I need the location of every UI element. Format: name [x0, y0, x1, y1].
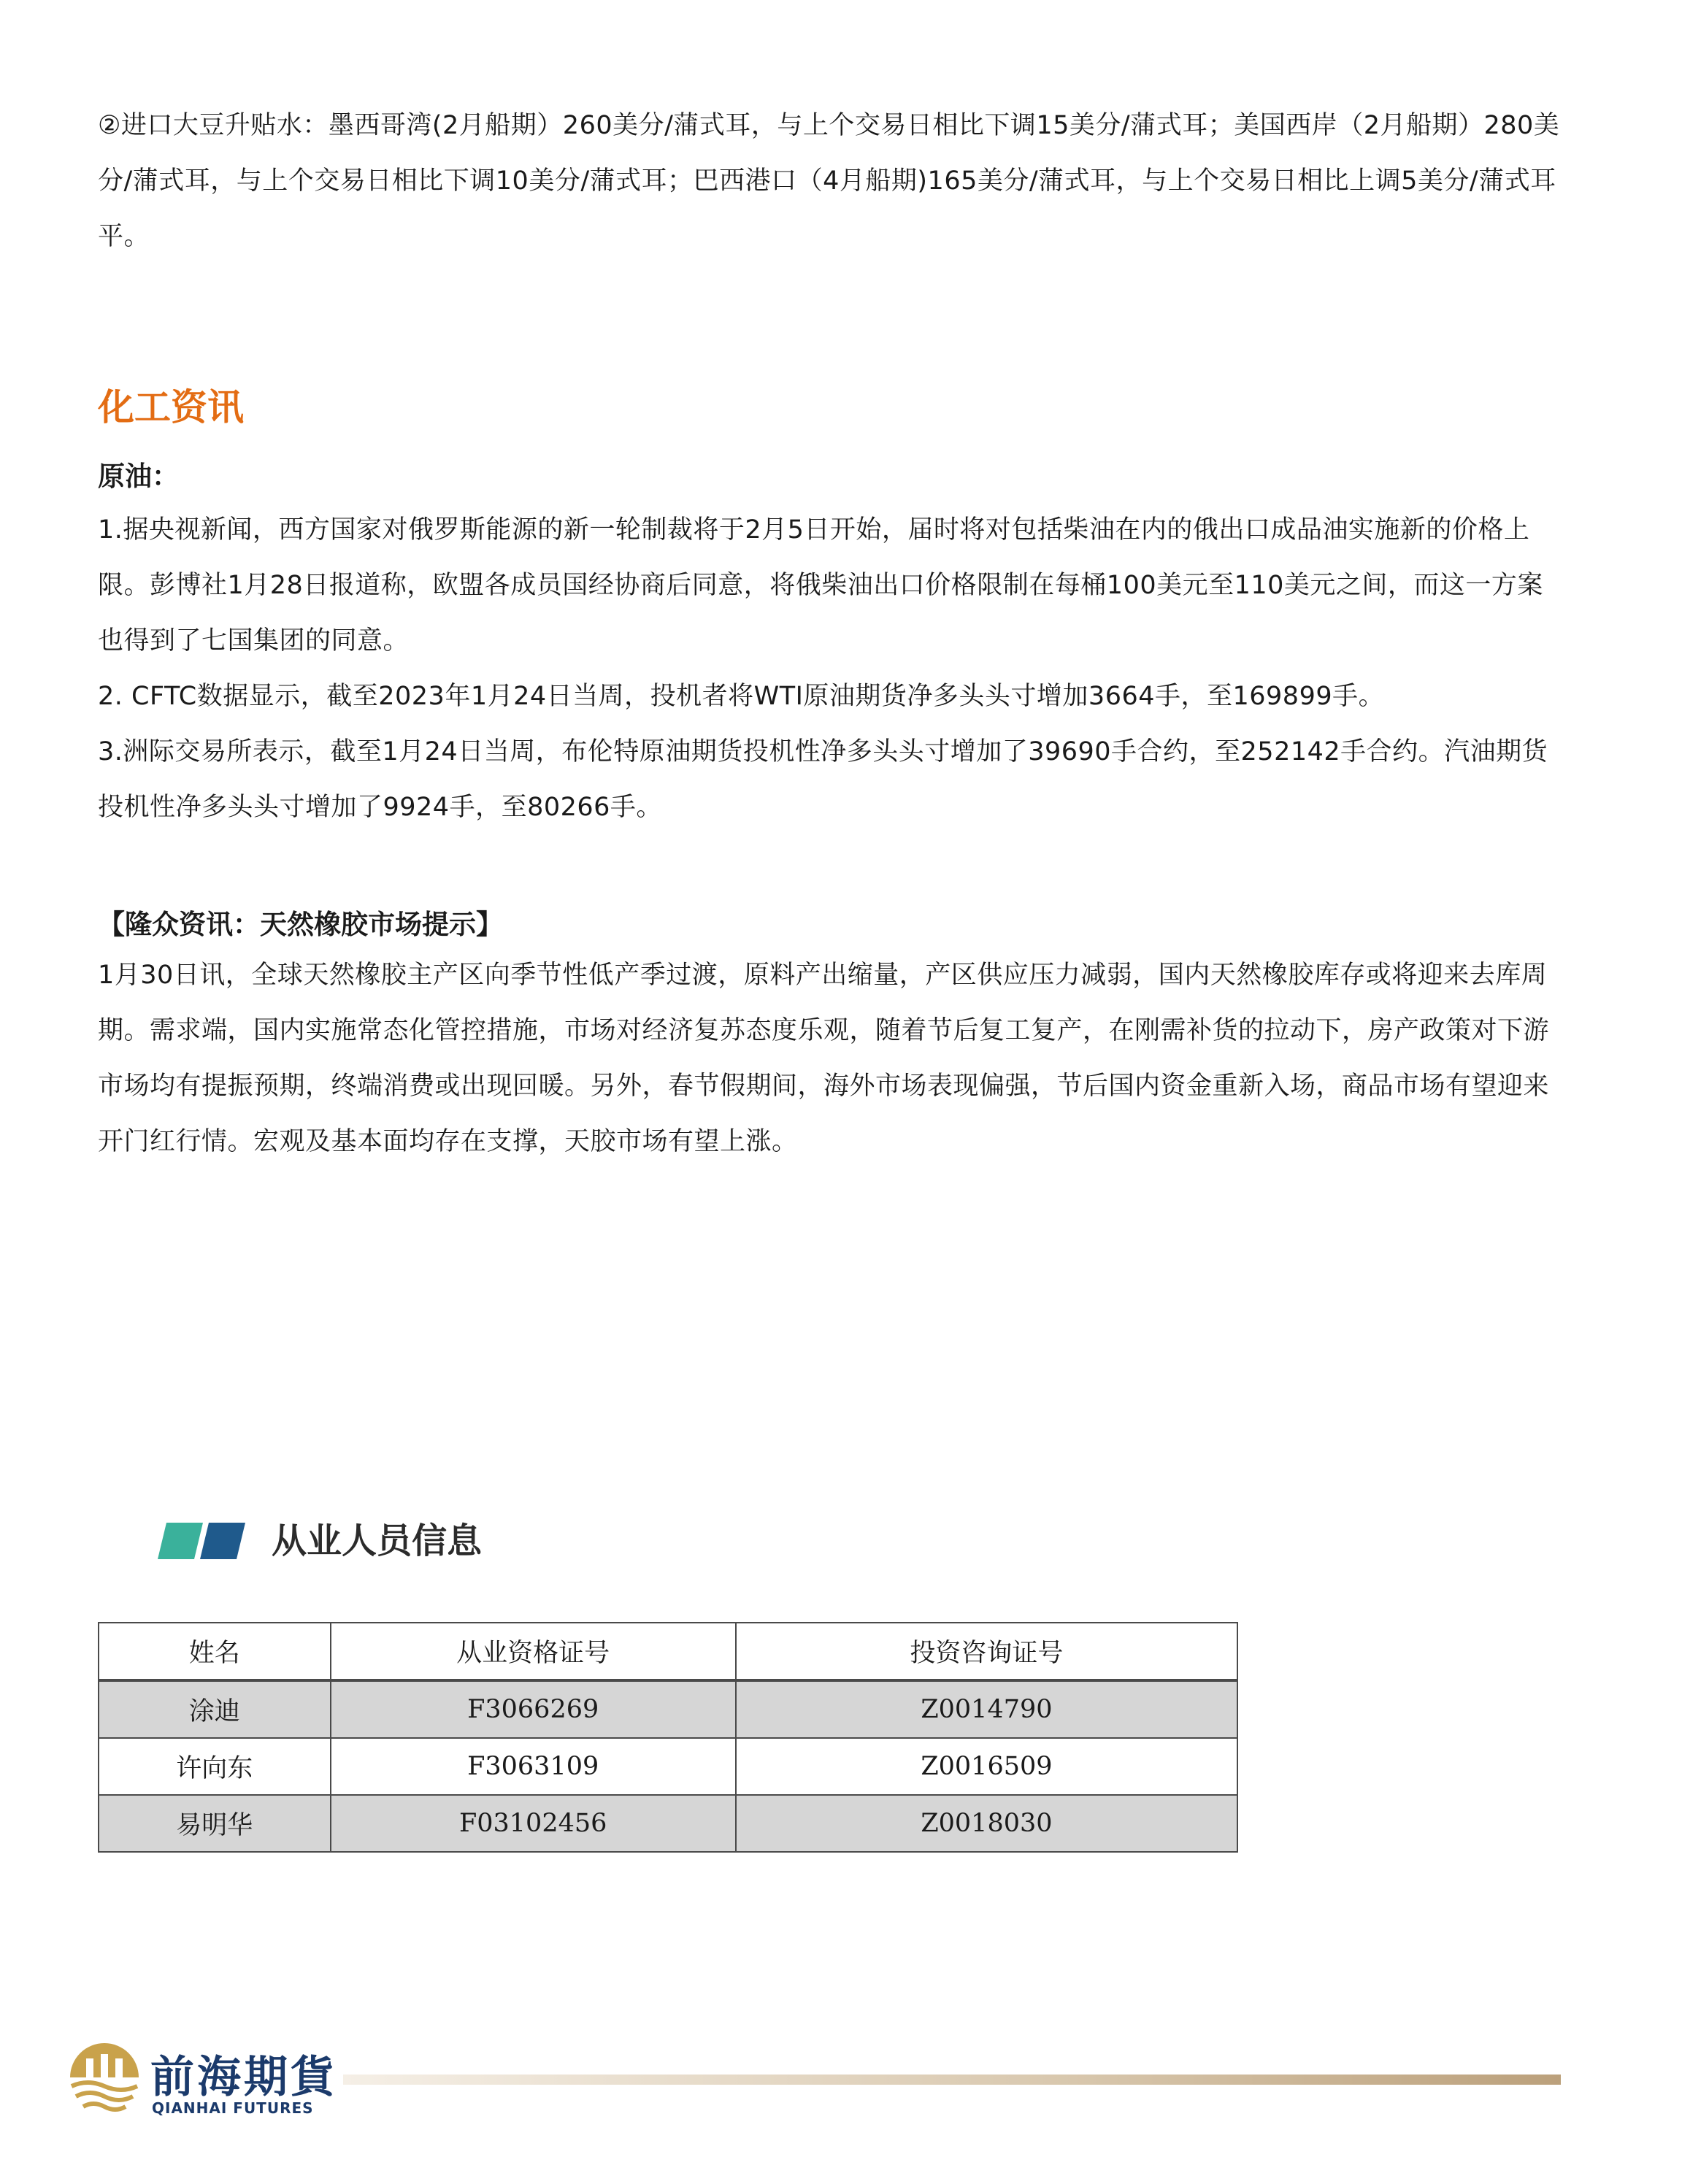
staff-name: 涂迪 — [99, 1680, 331, 1738]
table-header-row — [99, 1623, 1237, 1680]
crude-oil-heading: 原油： — [98, 461, 179, 492]
table-row — [99, 1738, 1237, 1795]
heading-stripes-icon — [158, 1518, 253, 1562]
column-header-name: 姓名 — [99, 1623, 331, 1680]
crude-item-1: 1.据央视新闻，西方国家对俄罗斯能源的新一轮制裁将于2月5日开始，届时将对包括柴油在内的俄出口成品油实施新的价格上限。彭博社1月28日报道称，欧盟各成员国经协商后同意，将俄柴油出口价格限制在每桶100美元至110美元之间，而这一方案也得到了七国集团的同意。 — [98, 515, 1543, 655]
staff-name: 许向东 — [99, 1738, 331, 1795]
staff-qualification-no: F03102456 — [331, 1795, 736, 1852]
qianhai-emblem-icon — [64, 2037, 145, 2117]
table-row — [99, 1795, 1237, 1852]
soy-premium-paragraph: ②进口大豆升贴水：墨西哥湾(2月船期）260美分/蒲式耳，与上个交易日相比下调15美分/蒲式耳；美国西岸（2月船期）280美分/蒲式耳，与上个交易日相比下调10美分/蒲式耳；巴西港口（4月船期)165美分/蒲式耳，与上个交易日相比上调5美分/蒲式耳平。 — [98, 111, 1560, 251]
section-title-chemical: 化工资讯 — [98, 386, 244, 428]
column-header-qualification: 从业资格证号 — [331, 1623, 736, 1680]
staff-advisory-no: Z0016509 — [736, 1738, 1237, 1795]
crude-item-2: 2. CFTC数据显示，截至2023年1月24日当周，投机者将WTI原油期货净多头头寸增加3664手，至169899手。 — [98, 682, 1385, 711]
rubber-paragraph: 1月30日讯，全球天然橡胶主产区向季节性低产季过渡，原料产出缩量，产区供应压力减弱，国内天然橡胶库存或将迎来去库周期。需求端，国内实施常态化管控措施，市场对经济复苏态度乐观，随着节后复工复产，在刚需补货的拉动下，房产政策对下游市场均有提振预期，终端消费或出现回暖。另外，春节假期间，海外市场表现偏强，节后国内资金重新入场，商品市场有望迎来开门红行情。宏观及基本面均存在支撑，天胶市场有望上涨。 — [98, 961, 1550, 1156]
logo-english: QIANHAI FUTURES — [152, 2099, 314, 2117]
column-header-advisory: 投资咨询证号 — [736, 1623, 1237, 1680]
staff-advisory-no: Z0014790 — [736, 1680, 1237, 1738]
table-row — [99, 1680, 1237, 1738]
staff-title: 从业人员信息 — [272, 1520, 483, 1561]
staff-qualification-no: F3066269 — [331, 1680, 736, 1738]
staff-name: 易明华 — [99, 1795, 331, 1852]
staff-qualification-no: F3063109 — [331, 1738, 736, 1795]
rubber-heading: 【隆众资讯：天然橡胶市场提示】 — [98, 909, 503, 940]
footer-divider — [343, 2075, 1561, 2085]
logo-chinese: 前海期貨 — [150, 2052, 337, 2103]
crude-item-3: 3.洲际交易所表示，截至1月24日当周，布伦特原油期货投机性净多头头寸增加了39690手合约，至252142手合约。汽油期货投机性净多头头寸增加了9924手，至80266手。 — [98, 737, 1548, 822]
staff-advisory-no: Z0018030 — [736, 1795, 1237, 1852]
staff-table — [98, 1622, 1238, 1853]
